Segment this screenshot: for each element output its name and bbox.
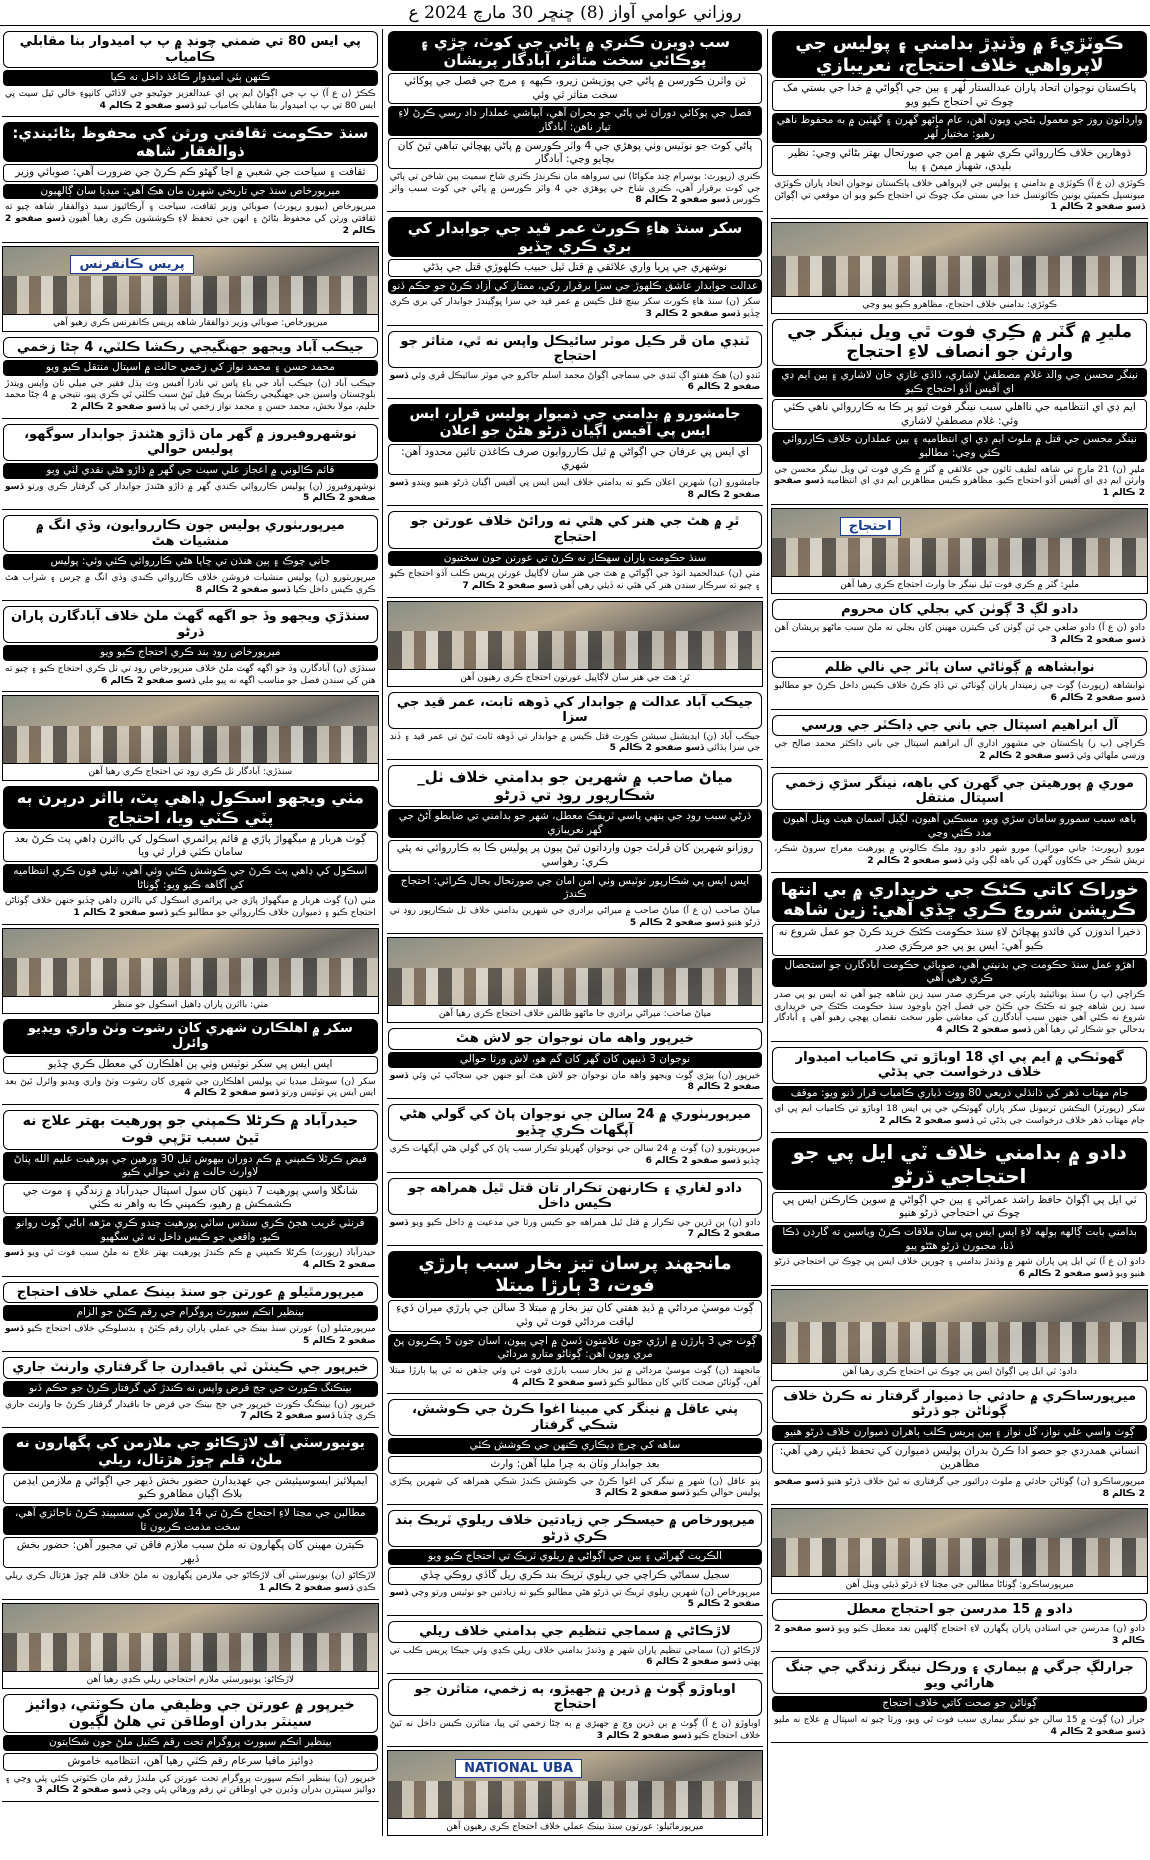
article-body: [3, 1773, 378, 1798]
subheadline: ڪنهن ٻئي اميدوار ڪاغذ داخل نه ڪيا: [3, 70, 378, 86]
continued-link[interactable]: ڏسو صفحو 2 ڪالم 1: [1050, 202, 1145, 213]
article-body: [388, 1476, 763, 1501]
subheadline: ٽي ايل پي اڳواڻ حافظ راشد عمراڻي ۽ ٻين جي اڳواڻي ۾ سوين ڪارڪنن ايس پي چوڪ تي احتجاجي ڌرڻو هنيو: [772, 1192, 1147, 1223]
photo-p-malir: [771, 508, 1148, 594]
subheadline: روزانو شهرين کان ڦرلٽ جون وارداتون ٿيڻ پيون پر پوليس ڪا به ڪارروائي نه پئي ڪري: رهواسي: [388, 840, 763, 871]
subheadline: نينگر محسن جي قتل ۾ ملوث ايم ڊي اي انتظاميه ۽ ٻين عملدارن خلاف ڪارروائي ڪئي وڃي: مطالبو: [772, 432, 1147, 461]
continued-link[interactable]: ڏسو صفحو 2 ڪالم 6: [646, 1657, 741, 1668]
photo-caption: مٺي: بااثرن پاران ڍاهيل اسڪول جو منظر: [3, 996, 378, 1013]
headline[interactable]: ٿرِ ۾ هٿ جي هنر کي هٿي نه ورائڻ خلاف عورتن جو احتجاج: [388, 511, 763, 548]
continued-link[interactable]: ڏسو صفحو 2 ڪالم 5: [389, 1587, 761, 1610]
article-jacobabad-court: [387, 690, 764, 761]
article-body: [772, 1103, 1147, 1128]
body-text: ميرپورساڪرو (ن) ڳوٺاڻن حادثي ۾ ملوث ڊرائيور جي گرفتاري نه ٿيڻ خلاف ڌرڻو هنيو: [826, 1476, 1145, 1487]
subheadline: ڌرڻي سبب روڊ جي ٻنهي پاسي ٽريفڪ معطل، شهر جو بدامني تي ضابطو آڻڻ جي گهر نعريبازي: [388, 809, 763, 838]
subheadline: عدالت جوابدار عاشق ڪلهوڙ جي سزا برقرار رکي، ممتاز کي آزاد ڪرڻ جو حڪم ڏنو: [388, 279, 763, 295]
body-text: مياڻ صاحب (ن ع آ) مياڻ صاحب ۾ ميراڻي برادري جي شهرين بدامني خلاف ٺل شڪارپور روڊ تي ڌرڻو هنيو: [389, 905, 761, 928]
body-text: سنڌڙي (ن) آبادگارن وڏ جو اگهه گهٽ ملڻ خلاف ميرپورخاص روڊ تي ٺل ڪري احتجاج ڪيو ۽ چيو ته هنن کي سندن فصل جو مناسب اگهه نه پيو ملي: [5, 664, 376, 686]
photo-banner: NATIONAL UBA: [455, 1759, 582, 1778]
article-body: [3, 1570, 378, 1595]
headline[interactable]: آل ابراهيم اسپتال جي باني جي ڊاڪٽر جي ورسي: [772, 715, 1147, 737]
continued-link[interactable]: ڏسو صفحو 2 ڪالم 4: [5, 1248, 376, 1271]
headline[interactable]: سنڌ حڪومت ثقافتي ورثن کي محفوظ بڻائيندي: ذوالفقار شاهه: [3, 122, 378, 162]
article-body: [388, 477, 763, 502]
photo-p-mian: [387, 937, 764, 1023]
article-heritage: [2, 120, 379, 242]
continued-link[interactable]: ڏسو صفحو 2 ڪالم 2: [979, 751, 1074, 761]
body-text: سکر (رپورٽر) اليڪشن ٽربيونل سکر پاران گهوٽڪي جي پي ايس 18 اوباڙو تي ڪامياب ايم پي اي جام مهتاب ڏهر خلاف درخواست جي ٻڌڻي ٿي: [774, 1104, 1146, 1127]
continued-link[interactable]: ڏسو صفحو 2 ڪالم 3: [595, 1488, 690, 1499]
article-mirpursakro: [771, 1384, 1148, 1505]
headline[interactable]: ڪوٽڙيءَ ۾ وڏنڍڙ بدامني ۽ پوليس جي لاپرواهي خلاف احتجاج، نعريبازي: [772, 31, 1147, 78]
subheadline: سجيل سماڻي ڪراچي جي ريلوي ٽريڪ بند ڪري ريل گاڏي روڪي ڇڏي: [388, 1567, 763, 1585]
subheadline: بعد جوابدار وٽان به چرا مليا آهن: وارث: [388, 1456, 763, 1474]
subheadline: ڳوٺ واسي علي نواز، گل نواز ۽ ٻين پريس ڪلب ٻاهران ذميوارن خلاف ڌرڻو هنيو: [772, 1425, 1147, 1441]
continued-link[interactable]: ڏسو صفحو 2 ڪالم 7: [389, 1217, 761, 1240]
continued-link[interactable]: ڏسو صفحو 2 ڪالم 3: [596, 1730, 692, 1741]
body-text: نوشهروفيروز (ن) پوليس ڪارروائي ڪندي گهر ۾ ڌاڙو هڻندڙ جوابدار کي گرفتار ڪري ورتو: [27, 481, 376, 492]
continued-link[interactable]: ڏسو صفحو 2 ڪالم 5: [609, 743, 704, 754]
body-text: جامشورو (ن) شهرين اعلان ڪيو ته بدامني خلاف ايس ايس پي آفيس اڳيان ڌرڻو هنيو ويندو: [411, 478, 761, 488]
photo-caption: ڪوٽڙي: بدامني خلاف احتجاج، مظاهرو ڪيو پيو وڃي: [772, 296, 1147, 313]
subheadline: ذخيرا اندوزن کي فائدو پهچائڻ لاءِ سنڌ حڪومت ڪڻڪ خريد ڪرڻ جو عمل شروع نه ڪيو آهي: ايس يو پي جو مرڪزي صدر: [772, 924, 1147, 955]
photo-caption: ٿرِ: هٿ جي هنر سان لاڳاپيل عورتون احتجاج ڪري رهيون آهن: [388, 669, 763, 686]
article-suicide: [387, 1102, 764, 1173]
body-text: جيڪب آباد (ن) جيڪب آباد جي باءِ پاس تي نادرا آفيس وٽ ٻڌل فقير جي ميلي تان واپس ويندڙ بلوچستان واسين جي جهنگيجي رڪشا بريڪ فيل ٿيڻ سبب ڪلٽي ٿي ڪري پيو، نتيجي ۾ 4 ڄڻا محمد حليم، مولا بخش، محمد حسن ۽ محمد نواز زخمي ٿي پيا: [5, 378, 376, 413]
subheadline: انساني همدردي جو حصو ادا ڪرڻ بدران پوليس ذميوارن کي تحفظ ڏيئي رهي آهي: مظاهرين: [772, 1443, 1147, 1474]
headline[interactable]: ميرپورخاص ۾ حيسڪر جي زيادتين خلاف ريلوي ٽريڪ بند ڪري ڌرڻو: [388, 1510, 763, 1547]
subheadline: بينظير انڪم سپورٽ پروگرام جي رقم ڪٽڻ جو الزام: [3, 1305, 378, 1321]
headline[interactable]: ميرپورساڪري ۾ حادثي جا ذميوار گرفتار نه ڪرڻ خلاف ڳوٺاڻن جو ڌرڻو: [772, 1386, 1147, 1423]
subheadline: سنڌ حڪومت پاران سهڪار نه ڪرڻ تي عورتن جون سختيون: [388, 551, 763, 567]
article-body: [772, 738, 1147, 763]
headline[interactable]: سب ڊويزن ڪنري ۾ پاڻي جي کوٽ، ڇڙي ۽ پوڪائي سخت متاثر، آبادگار پريشان: [388, 31, 763, 71]
continued-link[interactable]: ڏسو صفحو 2 ڪالم 2: [879, 1116, 974, 1127]
article-body: [388, 1217, 763, 1242]
subheadline: مطالبن جي مڃتا لاءِ احتجاج ڪرڻ تي 14 ملازمن کي سسپينڊ ڪرڻ ناجائزي آهي، سخت مذمت ڪريون ٿا: [3, 1506, 378, 1535]
photo-caption: ميرپورساڪرو: ڳوٺاڻا مطالبن جي مڃتا لاءِ ڌرڻو ڏيئي ويٺل آهن: [772, 1576, 1147, 1593]
photo-figures: [3, 958, 378, 996]
body-text: ڪڪڙ (ن ع آ) پ پ جي اڳواڻ ايم پي اي عبدالعزيز جوڻيجو جي لاڏاڻي کانپوءِ خالي ٿيل سيٽ پي ايس 80 تي پ پ اميدوار بنا مقابلي ڪامياب ٿيو: [5, 88, 376, 111]
article-body: [388, 1645, 763, 1670]
continued-link[interactable]: ڏسو صفحو 2 ڪالم 8: [635, 195, 730, 206]
continued-link[interactable]: ڏسو صفحو 2 ڪالم 7: [462, 580, 557, 591]
body-text: مليرِ (ن) 21 مارچ تي شاهه لطيف ٽائون جي علائقي ۾ گٽر ۾ ڪري فوت ٿي ويل نينگر محسن جي وارثن ايم ڊي اي آفيس آڏو احتجاج ڪيو. مظاهرو ڪيس مظاهرين ايم ڊي اي انتظاميه: [774, 464, 1146, 487]
photo-p-mithi: [2, 928, 379, 1014]
body-text: مورو (رپورٽ: جاني مورائي) مورو شهر دادو روڊ ملڪ ڪالوني ۾ پورهيت معراج سروڻ شڪر، نريش شڪر جي ڪکاون گهرن کي باهه لڳي وئي: [774, 844, 1145, 866]
headline[interactable]: گهوٽڪي ۾ ايم پي اي 18 اوباڙو تي ڪامياب اميدوار خلاف درخواست جي ٻڌڻي: [772, 1047, 1147, 1084]
article-body: [388, 1718, 763, 1743]
body-text: اوباوڙو (ن ع آ) ڳوٺ ۾ ٻن ڌرين وچ ۾ جهيڙي ۾ ٻه ڄڻا زخمي ٿي پيا، متاثرن ڪيس داخل نه ٿيڻ خلاف احتجاج ڪيو: [389, 1719, 761, 1741]
headline[interactable]: مٺي ويجهو اسڪول ڍاهي پٽ، بااثر درٻرن ٻه پٽي ڪٽي ويا، احتجاج: [3, 786, 378, 828]
article-body: [3, 88, 378, 113]
article-dadu-murder: [387, 1176, 764, 1247]
article-sukkur-court: [387, 215, 764, 326]
article-khairpur-women: [2, 1692, 379, 1802]
photo-p-dadu: [771, 1289, 1148, 1381]
article-body: [772, 464, 1147, 501]
body-text: ڪنري (رپورٽ: بوسرام چند مکواڻا) نبي سرواهه مان نڪرندڙ ڪنري شاخ سميت ٻين شاخن تي پاڻي جي کوٽ برقرار آهي، ڪنري شاخ جي پوهڙي جي 4 واٽر ڪورسن ۾ پاڻي جي کوٽ سبب واٽر ڪورس: [389, 171, 761, 206]
article-mithi-school: [2, 784, 379, 924]
continued-link[interactable]: ڏسو صفحو 2 ڪالم 2: [70, 402, 166, 413]
subheadline: شانگلا واسي پورهيت 7 ڏينهن کان سول اسپتال حيدرآباد ۾ زندگي ۽ موت جي ڪشمڪش ۾ رهيو، ڪمپني ڪا به واهر نه ڪئي: [3, 1183, 378, 1214]
subheadline: ڳوٺ موسيٰ مرداڻي ۾ ڏيڍ هفتي کان تيز بخار ۾ مبتلا 3 سالن جي ٻارڙي ميران ڏيءِ لياقت مرداڻي فوت ٿي وئي: [388, 1300, 763, 1331]
body-text: مٺي (ن) عبدالحميد اٺوڌ جي اڳواڻي ۾ هٿ جي هنر سان لاڳاپيل عورتن پريس ڪلب آڏو احتجاج ڪيو ۽ چيو ته سرڪار سندن هنر کي هٿي نه ڏيئي رهي آهي: [389, 569, 761, 591]
subheadline: ڳوٺ هربار ۾ ميگهواڙ پاڙي ۾ قائم پرائمري اسڪول کي بااثرن ڍاهي پٽ ڪرڻ بعد سامان ڪٽي فرار ٿي ويا: [3, 831, 378, 862]
body-text: پنو عاقل (ن) شهر ۾ نينگر کي اغوا ڪرڻ جي ڪوشش ڪندڙ شڪي همراهه کي شهرين پڪڙي پوليس حوالي ڪيو: [389, 1476, 761, 1499]
headline[interactable]: اوباوڙو ڳوٺ ۾ ڌرين ۾ جهيڙو، ٻه زخمي، متاثرن جو احتجاج: [388, 1679, 763, 1716]
continued-link[interactable]: ڏسو صفحو 2 ڪالم 3: [774, 1623, 1145, 1646]
body-text: خيرپور (ن) ٻيڙي ڳوٺ ويجهو واهه مان نوجوان جو لاش هٿ آيو جنهن جي سڃاڻپ ٿي وئي: [412, 1070, 761, 1081]
continued-link[interactable]: ڏسو صفحو 2 ڪالم 8: [389, 1070, 761, 1093]
article-body: [772, 1256, 1147, 1281]
article-body: [772, 1476, 1147, 1501]
body-text: دادو (ن ع آ) ٽي ايل پي پاران شهر ۾ وڌندڙ بدامني ۽ چورين خلاف ايس پي چوڪ تي احتجاجي ڌرڻو هنيو ويو: [774, 1257, 1145, 1280]
photo-p-thar: [387, 601, 764, 687]
body-text: جيڪب آباد (ن) ايڊيشنل سيشن ڪورٽ قتل ڪيس ۾ جوابدار تي ڏوهه ثابت ٿيڻ تي عمر قيد ۽ ڏنڊ جي سزا ٻڌائي: [389, 731, 761, 754]
article-pano-aqil: [387, 1397, 764, 1505]
article-body: [772, 680, 1147, 705]
article-body: [772, 1623, 1147, 1648]
headline[interactable]: نوشهروفيروز ۾ گهر مان ڌاڙو هڻندڙ جوابدار سوگهو، پوليس حوالي: [3, 424, 378, 461]
body-text: خيرپور (ن) بينظير انڪم سپورٽ پروگرام تحت عورتن کي ملندڙ رقم مان ڪٽوتي ڪئي پئي وڃي ۽ ڊوائيز سينٽرن بدران وڏيرن جي اوطاقن تي رقم ورهائي پئي وڃي: [5, 1773, 376, 1796]
subheadline: ساهه کي چرچ ڊيڪاري ڪنهن جي ڪوشش ڪئي: [388, 1438, 763, 1454]
headline[interactable]: سنڌڙي ويجهو وڏ جو اگهه گهٽ ملڻ خلاف آبادگارن پاران ڌرڻو: [3, 606, 378, 643]
article-body: [3, 895, 378, 920]
photo-caption: مياڻ صاحب: ميراڻي برادري جا ماڻهو ظالمن خلاف احتجاج ڪري رهيا آهن: [388, 1005, 763, 1022]
photo-p-kotri: [771, 222, 1148, 314]
article-body: [388, 370, 763, 395]
body-text: ڪراچي (پ ر) سنڌ يونائيٽيڊ پارٽي جي مرڪزي صدر سيد زين شاهه چيو آهي ته ايس يو پي صدر سيد زين شاهه چيو ته ڪڻڪ جي ڪٽڻ جي فصل اچڻ باوجود سنڌ حڪومت ڪڻڪ جي خريداري شروع نه ڪئي آهي جنهن سبب آبادگارن کي معاشي طور سخت نقصان پهچي رهيو آهي ۽ آبادگار بدحالي جو شڪار ٿي رهيا آهن: [774, 989, 1145, 1035]
headline[interactable]: دادو ۾ 15 مدرسن جو احتجاج معطل: [772, 1599, 1147, 1621]
subheadline: ميرپورخاص سنڌ جي تاريخي شهرن مان هڪ آهي: ميڊيا سان ڳالهيون: [3, 184, 378, 200]
photo-figures: [3, 1633, 378, 1671]
subheadline: باهه سبب سمورو سامان سڙي ويو، مسڪين آهيون، لڳيل آسمان هيٺ ويٺل آهيون مدد ڪئي وڃي: [772, 812, 1147, 841]
subheadline: اسڪول کي ڍاهي پٽ ڪرڻ جي ڪوشش ڪئي وئي آهي، ٽيلي فون ڪري انتظاميه کي آگاهه ڪيو ويو: ڳوٺاڻا: [3, 864, 378, 893]
headline[interactable]: ٽنڊي مان ڦر ڪيل موٽر سائيڪل واپس نه ٿي، متاثر جو احتجاج: [388, 331, 763, 368]
article-khairpur-warrant: [2, 1355, 379, 1428]
article-ps80: [2, 29, 379, 117]
photo-caption: ميرپورخاص: صوبائي وزير ذوالفقار شاهه پريس ڪانفرنس ڪري رهيو آهي: [3, 314, 378, 331]
article-kotri: [771, 29, 1148, 219]
article-sukkur-video: [2, 1017, 379, 1105]
photo-caption: مليرِ: گٽر ۾ ڪري فوت ٿيل نينگر جا وارث احتجاج ڪري رهيا آهن: [772, 576, 1147, 593]
article-jacobabad-rickshaw: [2, 335, 379, 419]
article-dadu-tlp: [771, 1136, 1148, 1286]
masthead-date: روزاني عوامي آواز (8) ڇنڇر 30 مارچ 2024 ع: [0, 0, 1150, 26]
subheadline: بدامني بابت ڳالهه ٻولهه لاءِ ايس ايس پي سان ملاقات ڪرڻ وياسين ته گارڊن ڌڪا ڏنا، مجبورن ڌرڻو هڻڻو پيو: [772, 1225, 1147, 1254]
subheadline: ڌوهارين خلاف ڪارروائي ڪري شهر ۾ امن جي صورتحال بهتر بڻائي وڃي: نظير بليدي، شهباز ميمڻ ۽ ٻيا: [772, 145, 1147, 176]
headline[interactable]: خيرپور واهه مان نوجوان جو لاش هٿ: [388, 1028, 763, 1050]
subheadline: ڪيترن مهينن کان پگهارون نه ملڻ سبب ملازم فاقن تي مجبور آهن: حضور بخش ڏيهر: [3, 1537, 378, 1568]
article-jarwar: [771, 1655, 1148, 1743]
article-body: [388, 1587, 763, 1612]
photo-caption: ميرپورماٿيلو: عورتون سنڌ بينڪ عملي خلاف احتجاج ڪري رهيون آهن: [388, 1818, 763, 1835]
article-body: [388, 1365, 763, 1390]
continued-link[interactable]: ڏسو صفحو 2 ڪالم 7: [240, 1411, 335, 1422]
photo-figures: [388, 968, 763, 1006]
headline[interactable]: دادو ۾ بدامني خلاف ٽي ايل پي جو احتجاجي ڌرڻو: [772, 1138, 1147, 1190]
photo-figures: [388, 1781, 763, 1819]
photo-p-larkana: [2, 1603, 379, 1689]
article-wheat: [771, 876, 1148, 1042]
photo-p-national: [387, 1750, 764, 1836]
continued-link[interactable]: ڏسو صفحو 2 ڪالم 6: [1018, 1269, 1113, 1280]
photo-caption: لاڙڪاڻو: يونيورسٽي ملازم احتجاجي ريلي ڪڍي رهيا آهن: [3, 1671, 378, 1688]
continued-link[interactable]: ڏسو صفحو 2 ڪالم 6: [100, 675, 196, 686]
article-mian-sahib: [387, 763, 764, 934]
article-obawaro: [387, 1677, 764, 1748]
subheadline: وارداتون روز جو معمول بڻجي ويون آهن، عام ماڻهو گهرن ۽ گهٽين ۾ به محفوظ ناهي رهيو: مختيار لُهر: [772, 113, 1147, 142]
headline[interactable]: دادو لغاري ۽ ڪارنهن تڪرار تان قتل ٿيل همراهه جو ڪيس داخل: [388, 1178, 763, 1215]
headline[interactable]: سکر سنڌ هاءِ ڪورٽ عمر قيد جي جوابدار کي بري ڪري ڇڏيو: [388, 217, 763, 257]
headline[interactable]: لاڙڪاڻي ۾ سماجي تنظيم جي بدامني خلاف ريلي: [388, 1621, 763, 1643]
subheadline: ايم ڊي اي انتظاميه جي نااهلي سبب نينگر فوت ٿيو پر ڪا به ڪارروائي ناهي ڪئي وئي: غلام مصطفيٰ لاشاري: [772, 399, 1147, 430]
body-text: دادو (ن) ٻن ڌرين جي تڪرار ۾ قتل ٿيل همراهه جو ڪيس ورثا جي مدعيت ۾ داخل ڪيو ويو: [411, 1217, 761, 1228]
article-body: [3, 663, 378, 688]
continued-link[interactable]: ڏسو صفحو 2 ڪالم 2: [867, 855, 962, 866]
subheadline: جام مهتاب ڏهر کي ڌانڌلي ذريعي 80 ووٽ ڏياري ڪامياب قرار ڏنو ويو: موقف: [772, 1086, 1147, 1102]
headline[interactable]: جامشورو ۾ بدامني جي ذميوار پوليس قرار، ايس ايس پي آفيس اڳيان ڌرڻو هڻڻ جو اعلان: [388, 404, 763, 442]
headline[interactable]: ميرپوربٺوري پوليس جون ڪارروايون، وڏي انگ ۾ منشيات هٿ: [3, 515, 378, 552]
photo-banner: پريس ڪانفرنس: [70, 255, 193, 274]
subheadline: بينظير انڪم سپورٽ پروگرام تحت رقم ڪٽيل ملڻ جون شڪايتون: [3, 1735, 378, 1751]
headline[interactable]: مانجهند پرسان تيز بخار سبب ٻارڙي فوت، 3 ٻارڙا مبتلا: [388, 1251, 763, 1298]
headline[interactable]: پي ايس 80 تي ضمني چونڊ ۾ پ پ اميدوار بنا مقابلي ڪامياب: [3, 31, 378, 68]
article-body: [388, 731, 763, 756]
subheadline: ثقافت ۽ سياحت جي شعبي ۾ اڃا گهڻو ڪم ڪرڻ جي ضرورت آهي: صوبائي وزير: [3, 164, 378, 182]
continued-link[interactable]: ڏسو صفحو 2 ڪالم 6: [389, 370, 761, 393]
body-text: لاڙڪاڻو (ن) سماجي تنظيم پاران شهر ۾ وڌندڙ بدامني خلاف ريلي ڪڍي وئي جيڪا پريس ڪلب تي پهتي: [389, 1645, 761, 1668]
subheadline: نوشهري جي پريا واري علائقي ۾ قتل ٿيل حبيب ڪلهوڙي قتل جي ٻڌڻي: [388, 259, 763, 277]
newspaper-page: [0, 26, 1150, 1836]
headline[interactable]: جيڪب آباد عدالت ۾ جوابدار کي ڏوهه ثابت، عمر قيد جي سزا: [388, 692, 763, 729]
article-kunri: [387, 29, 764, 212]
body-text: ميرپورخاص (بيورو رپورٽ) صوبائي وزير ثقافت، سياحت ۽ آرڪائيوز سيد ذوالفقار شاهه چيو ته ثقافتي ورثن کي محفوظ بڻائڻ ۽ انهن جي تحفظ لاءِ ڪوششون ڪري رهيا آهيون: [5, 202, 376, 225]
continued-link[interactable]: ڏسو صفحو 2 ڪالم 3: [645, 308, 741, 319]
article-nawabshah: [771, 655, 1148, 710]
subheadline: ميرپورخاص روڊ بند ڪري احتجاج ڪيو ويو: [3, 645, 378, 661]
body-text: سکر (ن) سوشل ميڊيا تي پوليس اهلڪارن جي شهري کان رشوت وٺڻ واري ويڊيو وائرل ٿيڻ بعد ايس ايس پي نوٽيس ورتو: [5, 1076, 376, 1099]
article-body: [3, 1076, 378, 1101]
subheadline: ٽن واٽرن ڪورسن ۾ پاڻي جي پوزيشن زيرو، ڪپهه ۽ مرچ جي فصل جي پوکائي سخت متاثر ٿي وئي: [388, 73, 763, 104]
article-body: [388, 1143, 763, 1168]
headline[interactable]: پني عاقل ۾ نينگر کي مبينا اغوا ڪرڻ جي ڪوشش، شڪي گرفتار: [388, 1399, 763, 1436]
body-text: دادو (ن) مدرسن جي استادن پاران پگهارن لاءِ احتجاج ڳالهين بعد معطل ڪيو ويو: [837, 1623, 1145, 1634]
article-hyderabad: [2, 1108, 379, 1277]
body-text: ميرپوربٺورو (ن) پوليس منشيات فروشن خلاف ڪارروائي ڪندي وڏي انگ ۾ چرس ۽ شراب هٿ ڪري ڪيس داخل ڪيا: [5, 572, 376, 595]
subheadline: ايس ايس پي شڪارپور نوٽيس وٺي امن امان جي صورتحال بحال ڪرائي: احتجاج ڪندڙ: [388, 874, 763, 903]
photo-figures: [772, 1538, 1147, 1576]
article-ghotki: [771, 1045, 1148, 1133]
article-body: [772, 989, 1147, 1038]
photo-figures: [772, 256, 1147, 297]
subheadline: جاني چوڪ ۽ ٻين هنڌن تي ڇاپا هڻي ڪارروائي ڪئي وئي: پوليس: [3, 554, 378, 570]
subheadline: محمد حسن ۽ محمد نواز کي زخمي حالت ۾ اسپتال منتقل ڪيو ويو: [3, 360, 378, 376]
continued-link[interactable]: ڏسو صفحو 2 ڪالم 6: [1050, 693, 1145, 704]
photo-p-sakro: [771, 1508, 1148, 1594]
article-body: [388, 171, 763, 208]
subheadline: ايمپلائيز ايسوسيئيشن جي عهديدارن حضور بخش ڏيهر جي اڳواڻي ۾ ملازمن ايڊمن بلاڪ اڳيان مظاهرو ڪيو: [3, 1473, 378, 1504]
headline[interactable]: سکر ۾ اهلڪارن شهري کان رشوت وٺڻ واري ويڊيو وائرل: [3, 1019, 378, 1054]
body-text: ميرپوربٺورو (ن) ڳوٺ ۾ 24 سالن جي نوجوان گهريلو تڪرار سبب پاڻ کي گولي هڻي آپگهات ڪري ڇڏيو: [389, 1144, 761, 1166]
body-text: ميرپورخاص (ن) شهرين ريلوي ٽريڪ تي ڌرڻو هڻي مطالبو ڪيو ته زيادتين جو نوٽيس ورتو وڃي: [411, 1587, 761, 1598]
article-body: [3, 378, 378, 415]
body-text: ڪوٽڙي (ن ع آ) ڪوٽڙي ۾ بدامني ۽ پوليس جي لاپرواهي خلاف پاڪستان نوجوان اتحاد پاران ڪوٽڙي ميونسپل ڪميٽي يونين ڪائونسل خدا جي بستي مک چوڪ تي احتجاج ڪيو ويو ان موقعي تي اڳواڻن: [774, 179, 1145, 201]
body-text: جرار (ن) ڳوٺ ۾ 15 سالن جو نينگر بيماري سبب فوت ٿي ويو، ورثا چيو ته اسپتال ۾ علاج نه مليو: [774, 1715, 1145, 1726]
subheadline: پاڪستان نوجوان اتحاد پاران عبدالستار لُهر ۽ ٻين جي اڳواڻي ۾ خدا جي بستي مک چوڪ تي احتجاج ڪيو ويو: [772, 80, 1147, 111]
continued-link[interactable]: ڏسو صفحو 2 ڪالم 4: [99, 100, 194, 111]
continued-link[interactable]: ڏسو صفحو 2 ڪالم 8: [389, 478, 761, 500]
body-text: مٺي (ن) ڳوٺ هربار ۾ ميگهواڙ پاڙي جي پرائمري اسڪول کي بااثرن ڍاهي ڇڏيو جنهن خلاف ڳوٺاڻن احتجاج ڪيو ۽ ذميوارن خلاف ڪارروائي جو مطالبو ڪيو: [5, 896, 376, 919]
subheadline: فصل جي پوکائي دوران ئي پاڻي جو بحران آهي، آبپاشي عملدار داد رسي ڪرڻ لاءِ تيار ناهن: آبادگار: [388, 106, 763, 135]
continued-link[interactable]: ڏسو صفحو 2 ڪالم 3: [1050, 635, 1145, 646]
body-text: ٽنڊو (ن) هڪ هفتو اڳ ٽنڊي جي سماجي اڳواڻ محمد اسلم جاکرو جي موٽر سائيڪل ڦري وئي: [411, 370, 761, 381]
subheadline: ڳوٺ جي 3 ٻارڙن ۾ ارڙي جون علامتون ڏسڻ ۾ اچي پيون، اسان جون 5 ٻڪريون پڻ مري ويون آهن: ڳوٺاڻو متارو مرداڻي: [388, 1334, 763, 1363]
article-body: [3, 481, 378, 506]
subheadline: فرنٽي غريب هجڻ ڪري سنڌس سائي پورهيت چندو ڪري مڙهه اباڻي ڳوٺ روانو ڪيو، واقعي جو ڪيس داخل نه ٿي سگهيو: [3, 1216, 378, 1245]
article-madrassa: [771, 1597, 1148, 1652]
article-hospital: [771, 713, 1148, 768]
article-malir: [771, 317, 1148, 505]
subheadline: نوجوان 3 ڏينهن کان گهر کان گم هو، لاش ورثا حوالي: [388, 1052, 763, 1068]
article-thar: [387, 509, 764, 597]
article-body: [388, 296, 763, 321]
headline[interactable]: خوراڪ کاتي ڪڻڪ جي خريداري ۾ بي انتها ڪرپشن شروع ڪري ڇڏي آهي: زين شاهه: [772, 878, 1147, 923]
headline[interactable]: مياڻ صاحب ۾ شهرين جو بدامني خلاف ٺل_ شڪارپور روڊ تي ڌرڻو: [388, 765, 763, 807]
article-railway: [387, 1508, 764, 1616]
article-mirpurbathoro: [2, 513, 379, 601]
headline[interactable]: يونيورسٽي آف لاڙڪاڻو جي ملازمن کي پگهارون نه ملڻ، قلم ڇوڙ هڙتال، ريلي: [3, 1433, 378, 1471]
article-sindhri: [2, 604, 379, 692]
photo-figures: [3, 276, 378, 314]
article-body: [3, 1399, 378, 1424]
continued-link[interactable]: ڏسو صفحو 2 ڪالم 4: [512, 1377, 607, 1388]
continued-link[interactable]: ڏسو صفحو 2 ڪالم 5: [629, 917, 725, 928]
subheadline: اي ايس پي عرفان جي اڳواڻي ۾ ٿيل ڪارروايون صرف ڪاغذن تائين محدود آهن: شهري: [388, 444, 763, 475]
photo-p-press: [2, 246, 379, 332]
article-body: [388, 568, 763, 593]
continued-link[interactable]: ڏسو صفحو 2 ڪالم 2: [5, 214, 376, 236]
body-text: ميرپورمٿيلو (ن) عورتن سنڌ بينڪ جي عملي پاران رقم ڪٽڻ ۽ بدسلوڪي خلاف احتجاج ڪيو: [27, 1324, 376, 1335]
continued-link[interactable]: ڏسو صفحو 2 ڪالم 8: [195, 584, 291, 595]
body-text: دادو (ن ع آ) دادو ضلعي جي ٽن ڳوٺن کي ڪيترن مهينن کان بجلي نه ملڻ سبب ماڻهو پريشان آهن: [774, 623, 1145, 634]
article-motorcycle: [387, 329, 764, 400]
continued-link[interactable]: ڏسو صفحو 2 ڪالم 4: [1050, 1726, 1145, 1737]
article-body: [772, 843, 1147, 868]
article-body: [388, 905, 763, 930]
article-body: [3, 572, 378, 597]
photo-banner: احتجاج: [840, 517, 901, 536]
photo-caption: دادو: ٽي ايل پي اڳواڻ ايس پي چوڪ تي احتجاج ڪري رهيا آهن: [772, 1363, 1147, 1380]
headline[interactable]: نوابشاهه ۾ ڳوٺاڻي سان ٻاٽر جي نالي ظلم: [772, 657, 1147, 679]
photo-figures: [772, 538, 1147, 576]
headline[interactable]: خيرپور ۾ عورتن جي وظيفي مان ڪوٽتي، ڊوائيز سينٽر بدران اوطاقن تي هلڻ لڳيون: [3, 1694, 378, 1734]
continued-link[interactable]: ڏسو صفحو 2 ڪالم 4: [936, 1024, 1031, 1035]
headline[interactable]: ميرپوربٺوري ۾ 24 سالن جي نوجوان پاڻ کي گولي هڻي آپگهات ڪري ڇڏيو: [388, 1104, 763, 1141]
body-text: مانجهند (ن) ڳوٺ موسيٰ مرداڻي ۾ تيز بخار سبب ٻارڙي فوت ٿي وئي جڏهن ته ٽي ٻيا ٻارڙا مبتلا آهن، ڳوٺاڻن صحت کاتي کان مطالبو ڪيو: [389, 1365, 761, 1388]
continued-link[interactable]: ڏسو صفحو 2 ڪالم 1: [73, 908, 168, 919]
headline[interactable]: جرارلڳ جرگي ۾ بيماري ۽ ورڪل نينگر زندگي جي جنگ هارائي ويو: [772, 1657, 1147, 1694]
article-jamshoro: [387, 402, 764, 506]
article-body: [388, 1070, 763, 1095]
body-text: خيرپور (ن) بينڪنگ ڪورٽ خيرپور جي جج بينڪ جي قرض جا باقيدار گرفتار ڪرڻ جا وارنٽ جاري ڪري ڇڏيا: [5, 1399, 376, 1422]
continued-link[interactable]: ڏسو صفحو 2 ڪالم 1: [774, 476, 1145, 499]
continued-link[interactable]: ڏسو صفحو 2 ڪالم 3: [36, 1785, 131, 1796]
subheadline: قائم ڪالوني ۾ اعجاز علي سيٺ جي گهر ۾ ڌاڙو هڻي نقدي لٽي ويو: [3, 463, 378, 479]
subheadline: بينڪنگ ڪورٽ جي جج قرض واپس نه ڪندڙ کي گرفتار ڪرڻ جو حڪم ڏنو: [3, 1381, 378, 1397]
subheadline: پاڻي کوٽ جو نوٽيس وٺي پوهڙي جي 4 واٽر ڪورسن ۾ پاڻي پهچائي تباهي ٿيڻ کان بچايو وڃي: آبادگار: [388, 138, 763, 169]
article-manjhand: [387, 1249, 764, 1394]
subheadline: نينگر محسن جي والد غلام مصطفيٰ لاشاري، ڏاڏي غازي خان لاشاري ۽ ٻين ايم ڊي اي آفيس آڏو احتجاج ڪيو: [772, 368, 1147, 397]
body-text: ڪراچي (پ ر) پاڪستان جي مشهور اداري آل ابراهيم اسپتال جي باني ڊاڪٽر محمد صالح جي ورسي ملهائي وئي: [774, 739, 1145, 761]
continued-link[interactable]: ڏسو صفحو 2 ڪالم 1: [258, 1583, 354, 1594]
subheadline: ڊوائيز مافيا سرعام رقم ڪٽي رهيا آهن، انتظاميه خاموش: [3, 1753, 378, 1771]
photo-figures: [388, 631, 763, 669]
body-text: حيدرآباد (رپورٽ) ڪرڻلا ڪمپني ۾ ڪم ڪندڙ پورهيت بهتر علاج نه ملڻ سبب فوت ٿي ويو: [27, 1248, 376, 1259]
headline[interactable]: موري ۾ پورهيتن جي گهرن کي باهه، نينگر سڙي زخمي اسپتال منتقل: [772, 773, 1147, 810]
continued-link[interactable]: ڏسو صفحو 2 ڪالم 5: [5, 1324, 376, 1346]
photo-figures: [772, 1322, 1147, 1363]
article-dadu-ladies: [771, 597, 1148, 652]
subheadline: ايس ايس پي سکر نوٽيس وٺي ٻن اهلڪارن کي معطل ڪري ڇڏيو: [3, 1056, 378, 1074]
subheadline: الڪريت گهراڻي ۽ ٻين جي اڳواڻي ۾ ريلوي ٽريڪ تي احتجاج ڪيو ويو: [388, 1549, 763, 1565]
article-moro: [771, 771, 1148, 873]
body-text: لاڙڪاڻو (ن) يونيورسٽي آف لاڙڪاڻو جي ملازمن پگهارون نه ملڻ خلاف قلم ڇوڙ هڙتال ڪري ريلي ڪڍي: [5, 1571, 376, 1594]
continued-link[interactable]: ڏسو صفحو 2 ڪالم 6: [645, 1155, 741, 1166]
continued-link[interactable]: ڏسو صفحو 2 ڪالم 4: [184, 1088, 279, 1099]
article-body: [772, 1714, 1147, 1739]
article-body: [3, 1247, 378, 1272]
body-text: نوابشاهه (رپورٽ) ڳوٺ جي زميندار پاران ڳوٺاڻي تي ڏاڍ ڪرڻ خلاف ڪيس داخل ڪرڻ جو مطالبو: [774, 681, 1145, 692]
article-larkana-rally: [387, 1619, 764, 1674]
body-text: سکر (ن) سنڌ هاءِ ڪورٽ سکر بينچ قتل ڪيس ۾ عمر قيد جي سزا ڀوڳيندڙ جوابدار کي بري ڪري ڇڏيو: [389, 297, 761, 319]
headline[interactable]: خيرپور جي ڪينٽن ٽي باقيدارن جا گرفتاري وارنٽ جاري: [3, 1357, 378, 1379]
headline[interactable]: جيڪب آباد ويجهو جهنگيجي رڪشا ڪلٽي، 4 ڄڻا زخمي: [3, 337, 378, 359]
article-body: [3, 201, 378, 238]
headline[interactable]: حيدرآباد ۾ ڪرڻلا ڪمپني جو پورهيت بهتر علاج نه ٿيڻ سبب تڙپي فوت: [3, 1110, 378, 1150]
article-body: [3, 1323, 378, 1348]
article-body: [772, 178, 1147, 215]
headline[interactable]: دادو لڳ 3 ڳوٺن کي بجلي کان محروم: [772, 599, 1147, 621]
photo-caption: سنڌڙي: آبادگار ٺل ڪري روڊ تي احتجاج ڪري رهيا آهن: [3, 763, 378, 780]
subheadline: اهڙو عمل سنڌ حڪومت جي بدنيتي آهي، صوبائي حڪومت آبادگارن جو استحصال ڪري رهي آهي: [772, 958, 1147, 987]
article-naushahro: [2, 422, 379, 510]
photo-p-sindhri: [2, 695, 379, 781]
article-body: [772, 622, 1147, 647]
headline[interactable]: مليرِ ۾ گٽر ۾ ڪِري فوت ٿي ويل نينگر جي وارثن جو انصاف لاءِ احتجاج: [772, 319, 1147, 366]
continued-link[interactable]: ڏسو صفحو 2 ڪالم 8: [774, 1476, 1145, 1499]
subheadline: ڳوٺاڻن جو صحت کاتي خلاف احتجاج: [772, 1696, 1147, 1712]
article-university: [2, 1431, 379, 1600]
article-sindh-bank: [2, 1280, 379, 1353]
subheadline: فيض ڪرڻلا ڪمپني ۾ ڪم دوران بيهوش ٿيل 30 ورهين جي پورهيت عليم الله پٺاڻ لاوارث حالت ۾ ڊٺي حوالي ڪيو: [3, 1152, 378, 1181]
article-khairpur-body: [387, 1026, 764, 1099]
headline[interactable]: ميرپورمٿيلو ۾ عورتن جو سنڌ بينڪ عملي خلاف احتجاج: [3, 1282, 378, 1304]
continued-link[interactable]: ڏسو صفحو 2 ڪالم 5: [5, 481, 376, 504]
photo-figures: [3, 726, 378, 764]
